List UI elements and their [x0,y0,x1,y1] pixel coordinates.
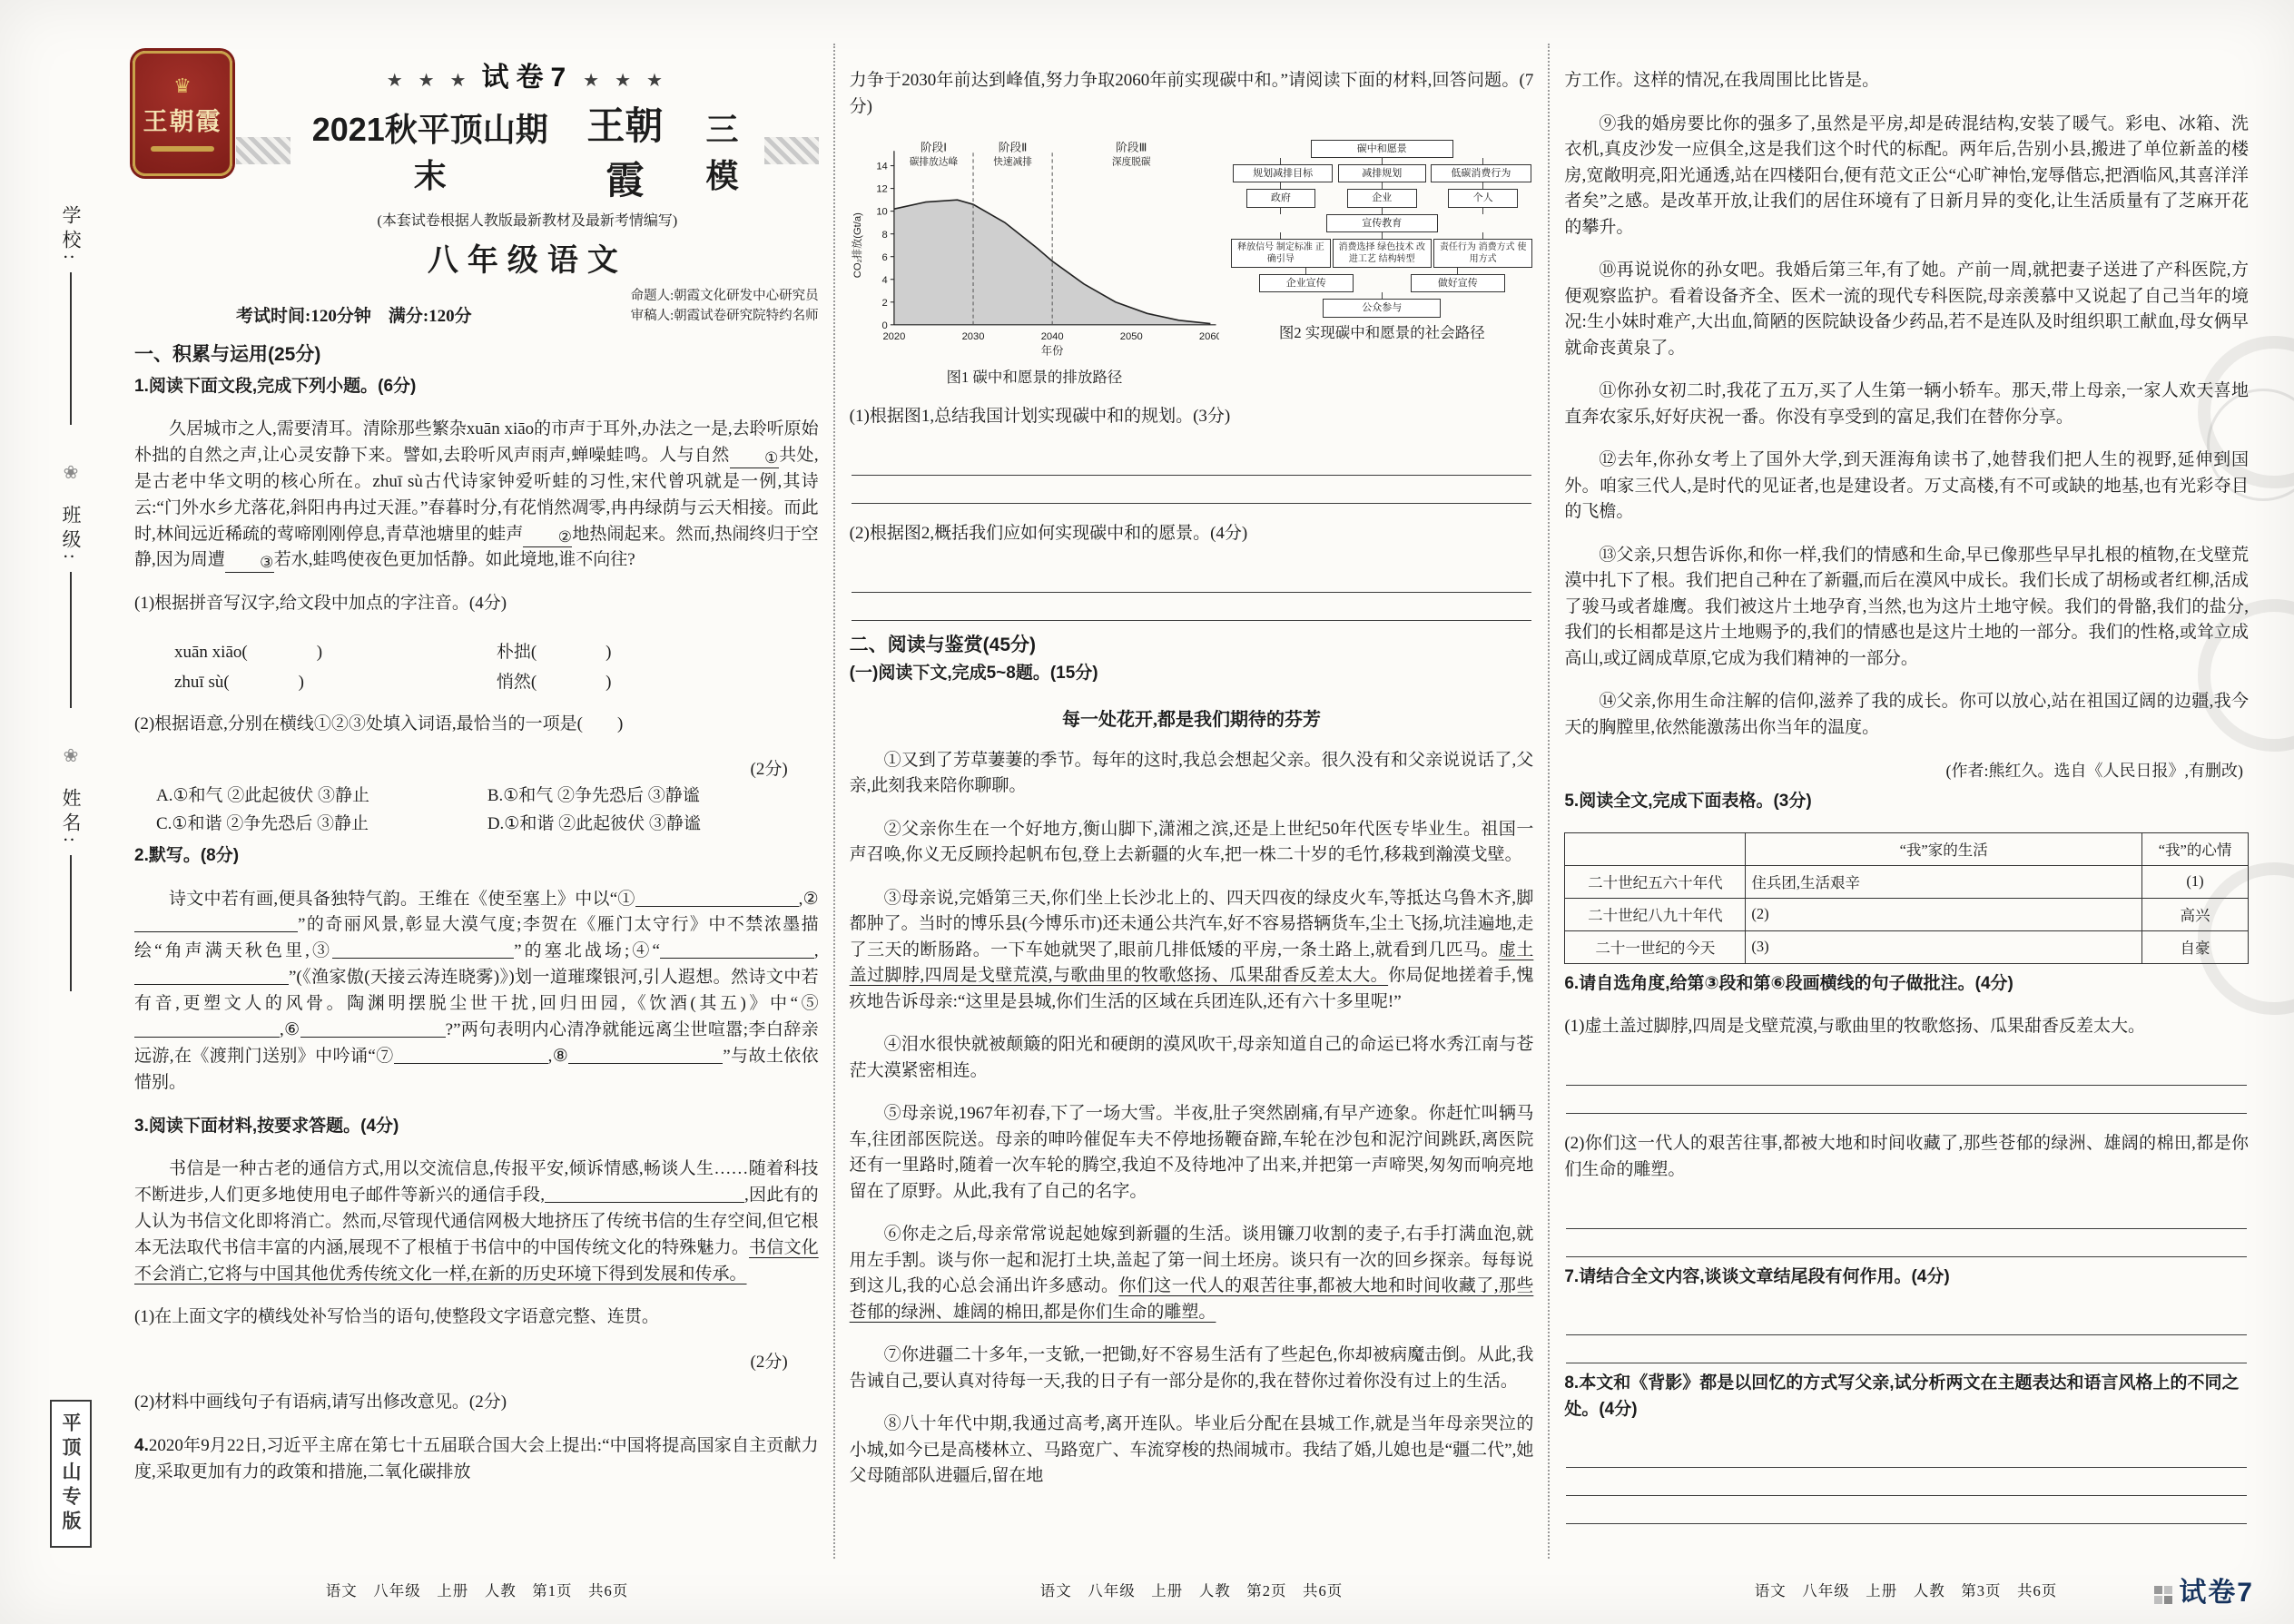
answer-line[interactable] [852,448,1532,476]
essay-paragraph: ⑦你进疆二十多年,一支锨,一把锄,好不容易生活有了些起色,你却被病魔击倒。从此,我告诫自己,要认真对待每一天,我的日子有一部分是你的,我在替你过着你没有过上的生活。 [849,1345,1534,1391]
score-note: (2分) [750,1353,788,1373]
answer-area [1566,1440,2247,1524]
essay-paragraph: ⑤母亲说,1967年初春,下了一场大雪。半夜,肚子突然剧痛,有早产迹象。你赶忙叫辆马车,往团部医院送。母亲的呻吟催促车夫不停地扬鞭奋蹄,车轮在沙包和泥泞间跳跃,离医院还有一里路时,随着一次车轮的腾空,我迫不及待地冲了出来,并把第一声啼哭,匆匆而响亮地留在了原野。从此,我有了自己的名字。 [849,1104,1534,1201]
school-field[interactable] [57,205,84,425]
svg-text:2040: 2040 [1040,330,1064,342]
answer-line[interactable] [1566,1201,2247,1229]
table-cell: 住兵团,生活艰辛 [1746,865,2142,898]
pinyin-item[interactable]: xuān xiāo( ) [174,643,323,663]
essay-paragraph: ②父亲你生在一个好地方,衡山脚下,潇湘之滨,还是上世纪50年代医专毕业生。祖国一声召唤,你义无反顾拎起帆布包,登上去新疆的火车,把一株二十岁的毛竹,移栽到瀚漠戈壁。 [849,819,1534,864]
essay-paragraph: ⑬父亲,只想告诉你,和你一样,我们的情感和生命,早已像那些早早扎根的植物,在戈壁荒漠中扎下了根。我们把自己种在了新疆,而后在漠风中成长。我们长成了胡杨或者红柳,活成了骏马或者雄鹰。我们被这片土地孕育,当然,也为这片土地守候。我们的骨骼,我们的盐分,我们的长相都是这片土地赐予的,我们的情感也是这片土地的一部分。我们的性格,或耸立成高山,或辽阔成草原,它成为我们精神的一部分。 [1564,545,2250,668]
svg-text:2060: 2060 [1198,330,1220,342]
fill-blank[interactable] [300,1019,446,1038]
brand-script: 王朝霞 [586,103,664,202]
table-row [1565,865,2249,898]
paper-header [134,44,819,330]
page-columns [120,44,2263,1559]
fc-actor: 个人 [1448,189,1518,207]
question-4-1-label: (1)根据图1,总结我国计划实现碳中和的规划。(3分) [849,407,1231,427]
school-write-line[interactable] [70,272,71,425]
class-write-line[interactable] [70,572,71,708]
choice-option[interactable]: A.①和气 ②此起彼伏 ③静止 [156,786,370,805]
svg-text:8: 8 [881,229,888,241]
question-6-2-text: (2)你们这一代人的艰苦往事,都被大地和时间收藏了,那些苍郁的绿洲、雄阔的棉田,都是你们生命的雕塑。 [1564,1133,2250,1179]
choice-option[interactable]: C.①和谐 ②争先恐后 ③静止 [156,814,369,833]
fill-blank[interactable]: ② [523,528,572,547]
answer-area [1566,1058,2247,1114]
fill-blank[interactable] [660,940,814,959]
fc-plan: 规划减排目标 [1233,164,1333,182]
question-4-continuation: 力争于2030年前达到峰值,努力争取2060年前实现碳中和。”请阅读下面的材料,回答问题。(7分) [849,71,1534,116]
paper-number-line [236,54,819,94]
fill-blank[interactable] [134,913,298,932]
edition-note: (本套试卷根据人教版最新教材及最新考情编写) [377,213,678,229]
question-5-label: 5.阅读全文,完成下面表格。(3分) [1564,792,1812,811]
fill-blank[interactable] [134,1019,280,1038]
wangzhaoxia-logo-badge: ♛ 王朝霞 [133,51,232,176]
question-2-label: 2.默写。(8分) [134,846,240,865]
essay-attribution: (作者:熊红久。选自《人民日报》,有删改) [1945,762,2244,780]
table-cell: 二十世纪八九十年代 [1565,898,1746,930]
essay-paragraph: ③母亲说,完婚第三天,你们坐上长沙北上的、四天四夜的绿皮火车,等抵达乌鲁木齐,脚都肿了。当时的博乐县(今博乐市)还未通公共汽车,好不容易搭辆货车,尘土飞扬,坑洼遍地,走了三天的断肠路。一下车她就哭了,眼前几排低矮的平房,一条土路上,就看到几匹马。虚土盖过脚脖,四周是戈壁荒漠,与歌曲里的牧歌悠扬、瓜果甜香反差太大。你局促地搓着手,愧疚地告诉母亲:“这里是县城,你们生活的区域在兵团连队,还有六十多里呢!” [849,888,1534,1011]
essay-paragraph: ⑭父亲,你用生命注解的信仰,滋养了我的成长。你可以放心,站在祖国辽阔的边疆,我今天的胸膛里,依然能激荡出你当年的温度。 [1564,692,2250,737]
svg-text:10: 10 [876,206,888,218]
choice-option[interactable]: B.①和气 ②争先恐后 ③静谧 [487,786,700,805]
column-1 [120,44,833,1559]
table-cell[interactable]: (2) [1746,898,2142,930]
subject-title: 八年级语文 [427,243,627,278]
pinyin-item[interactable]: zhuī sù( ) [174,673,305,693]
fill-blank[interactable]: ③ [225,554,274,573]
svg-text:2020: 2020 [882,330,906,342]
question-6-label: 6.请自选角度,给第③段和第⑥段画横线的句子做批注。(4分) [1564,973,2013,993]
table-header-cell: “我”家的生活 [1746,832,2142,865]
fc-education: 宣传教育 [1326,214,1439,232]
essay-paragraph-continuation: 方工作。这样的情况,在我周围比比皆是。 [1564,71,1880,90]
table-cell[interactable]: (1) [2142,865,2249,898]
paper-number: 试卷7 [481,63,574,93]
svg-text:14: 14 [876,161,888,172]
column-3 [1548,44,2263,1559]
table-header-cell [1565,832,1746,865]
pinyin-grid [134,635,819,694]
essay-title: 每一处花开,都是我们期待的芬芳 [1062,709,1321,730]
table-cell: 二十世纪五六十年代 [1565,865,1746,898]
essay-paragraph: ⑪你孙女初二时,我花了五万,买了人生第一辆小轿车。那天,带上母亲,一家人欢天喜地直奔农家乐,好好庆祝一番。你没有享受到的富足,我们在替你分享。 [1564,381,2250,427]
question-3-passage: 书信是一种古老的通信方式,用以交流信息,传报平安,倾诉情感,畅谈人生……随着科技不断进步,人们更多地使用电子邮件等新兴的通信手段, ,因此有的人认为书信文化即将消亡。然而,尽管现代通信网极大地挤压了传统书信的生存空间,但它根本无法取代书信丰富的内涵,展现不了根植于书信中的中国传统文化的特殊魅力。书信文化不会消亡,它将与中国其他优秀传统文化一样,在新的历史环境下得到发展和传承。 [134,1159,819,1284]
fc-detail: 责任行为 消费方式 使用方式 [1433,239,1533,268]
class-field-label: 班级: [60,505,82,565]
svg-text:阶段Ⅱ: 阶段Ⅱ [998,140,1028,154]
svg-text:年份: 年份 [1040,344,1064,358]
svg-text:阶段Ⅰ: 阶段Ⅰ [920,140,947,154]
answer-area [1566,1307,2247,1363]
table-cell[interactable]: (3) [1746,930,2142,963]
answer-line[interactable] [1566,1468,2247,1496]
flower-ornament-icon: ❀ [63,463,79,483]
fill-blank[interactable] [635,888,799,907]
answer-line[interactable] [1566,1496,2247,1524]
brand-footer [2154,1570,2254,1609]
halftone-decoration [236,137,290,164]
svg-text:12: 12 [876,183,888,195]
choice-option[interactable]: D.①和谐 ②此起彼伏 ③静谧 [487,814,701,833]
footer-page-3: 语文 八年级 上册 人教 第3页 共6页 [1754,1582,2058,1599]
exam-time: 考试时间:120分钟 满分:120分 [236,306,472,326]
fill-blank[interactable] [134,966,289,985]
score-note: (2分) [750,760,788,779]
pinyin-item[interactable]: 悄然( ) [496,673,612,693]
fc-bottom: 企业宣传 [1259,274,1354,292]
figure-2 [1230,138,1533,342]
social-path-flowchart [1230,138,1533,318]
svg-text:2: 2 [881,297,888,309]
svg-text:4: 4 [881,274,888,286]
section-2-subtitle: (一)阅读下文,完成5~8题。(15分) [849,664,1098,683]
essay-paragraph: ⑨我的婚房要比你的强多了,虽然是平房,却是砖混结构,安装了暖气。彩电、冰箱、洗衣机,真皮沙发一应俱全,这是我们这个时代的标配。两年后,告别小县,搬进了单位新盖的楼房,宽敞明亮,阳光通透,站在四楼阳台,便有范文正公“心旷神怡,宠辱偕忘,把酒临风,其喜洋洋者矣”之感。是改革开放,让我们的居住环境有了日新月异的变化,让生活质量有了芝麻开花的攀升。 [1564,113,2250,237]
svg-text:CO₂排放(Gt/a): CO₂排放(Gt/a) [852,212,863,278]
figure-1 [850,138,1220,388]
question-4-stem: 4.2020年9月22日,习近平主席在第七十五届联合国大会上提出:“中国将提高国家自主贡献力度,采取更加有力的政策和措施,二氧化碳排放 [134,1436,819,1481]
fc-actor: 企业 [1347,189,1417,207]
reviewer-line: 审稿人:朝霞试卷研究院特约名师 [630,308,819,323]
pixel-decoration-icon [2154,1586,2162,1594]
fc-actor: 政府 [1246,189,1316,207]
section-2-title: 二、阅读与鉴赏(45分) [849,635,1037,655]
page-footers [120,1579,2263,1600]
question-6-1-text: (1)虚土盖过脚脖,四周是戈壁荒漠,与歌曲里的牧歌悠扬、瓜果甜香反差太大。 [1564,1017,2145,1036]
answer-line[interactable] [852,593,1532,621]
question-5-table [1564,832,2249,964]
question-1-label: 1.阅读下面文段,完成下列小题。(6分) [134,376,417,396]
fill-blank[interactable] [394,1045,548,1064]
name-write-line[interactable] [70,855,71,991]
question-3-1-label: (1)在上面文字的横线处补写恰当的语句,使整段文字语意完整、连贯。 [134,1307,659,1327]
fill-blank[interactable] [332,940,514,959]
exam-meta [236,287,819,327]
essay-paragraph: ④泪水很快就被颠簸的阳光和硬朗的漠风吹干,母亲知道自己的命运已将水秀江南与苍茫大漠紧密相连。 [849,1035,1534,1080]
name-field[interactable] [57,788,84,991]
edition-box: 平顶山专版 [50,1400,92,1548]
fc-plan: 减排规划 [1338,164,1426,182]
fc-detail: 释放信号 制定标准 正确引导 [1231,239,1331,268]
underlined-sentence: 虚土盖过脚脖,四周是戈壁荒漠,与歌曲里的牧歌悠扬、瓜果甜香反差太大。 [849,940,1534,985]
essay-paragraph: ⑩再说说你的孙女吧。我婚后第三年,有了她。产前一周,就把妻子送进了产科医院,方便观察监护。看着设备齐全、医术一流的现代专科医院,母亲羡慕中又说起了自己当年的境况:生小妹时难产,大出血,简陋的医院缺设备少药品,若不是连队及时组织职工献血,母女俩早就命丧黄泉了。 [1564,261,2250,358]
svg-text:6: 6 [881,251,888,263]
essay-paragraph: ⑥你走之后,母亲常常说起她嫁到新疆的生活。谈用镰刀收割的麦子,右手打满血泡,就用左手割。谈与你一起和泥打土块,盖起了第一间土坯房。谈只有一次的回乡探亲。每每说到这儿,我的心总会涌出许多感动。你们这一代人的艰苦往事,都被大地和时间收藏了,那些苍郁的绿洲、雄阔的棉田,都是你们生命的雕塑。 [849,1225,1534,1322]
answer-line[interactable] [1566,1440,2247,1468]
question-3-label: 3.阅读下面材料,按要求答题。(4分) [134,1116,399,1136]
class-field[interactable] [57,505,84,708]
footer-page-2: 语文 八年级 上册 人教 第2页 共6页 [1039,1582,1344,1599]
stars-right: ★ ★ ★ [583,71,668,91]
figure-2-caption: 图2 实现碳中和愿景的社会路径 [1278,323,1485,341]
choice-options [134,780,819,836]
underlined-sentence: 你们这一代人的艰苦往事,都被大地和时间收藏了,那些苍郁的绿洲、雄阔的棉田,都是你们生命的雕塑。 [849,1276,1534,1322]
emissions-chart [850,138,1220,363]
essay-paragraph: ①又到了芳草萋萋的季节。每年的这时,我总会想起父亲。很久没有和父亲说说话了,父亲,此刻我来陪你聊聊。 [849,750,1534,795]
flower-ornament-icon: ❀ [63,746,79,766]
name-field-label: 姓名: [60,788,82,848]
answer-line[interactable] [1566,1335,2247,1363]
stars-left: ★ ★ ★ [386,71,472,91]
svg-text:阶段Ⅲ: 阶段Ⅲ [1115,140,1147,154]
question-8-label: 8.本文和《背影》都是以回忆的方式写父亲,试分析两文在主题表达和语言风格上的不同之处。(4分) [1564,1373,2240,1419]
paper-authors [631,287,819,327]
svg-text:0: 0 [881,320,888,331]
question-1-2-label: (2)根据语意,分别在横线①②③处填入词语,最恰当的一项是( ) [134,714,624,734]
essay-paragraph: ⑧八十年代中期,我通过高考,离开连队。毕业后分配在县城工作,就是当年母亲哭泣的小城,如今已是高楼林立、马路宽广、车流穿梭的热闹城市。我结了婚,儿媳也是“疆二代”,她父母随部队进疆后,留在地 [849,1414,1534,1485]
question-3-2-label: (2)材料中画线句子有语病,请写出修改意见。(2分) [134,1393,507,1412]
question-4-number: 4. [134,1436,149,1456]
fc-bottom: 做好宣传 [1411,274,1505,292]
question-7-label: 7.请结合全文内容,谈谈文章结尾段有何作用。(4分) [1564,1266,1950,1286]
table-row [1565,898,2249,930]
answer-area [852,448,1532,504]
question-1-1-label: (1)根据拼音写汉字,给文段中加点的字注音。(4分) [134,594,507,614]
fc-detail: 消费选择 绿色技术 改进工艺 结构转型 [1333,239,1433,268]
halftone-decoration [764,137,819,164]
question-1-passage: 久居城市之人,需要清耳。清除那些繁杂xuān xiāo的市声于耳外,办法之一是,去聆听原始朴拙的自然之声,让心灵安静下来。譬如,去聆听风声雨声,蝉噪蛙鸣。人与自然 ①共处,是古老中华文明的核心所在。zhuī sù古代诗家钟爱听蛙的习性,宋代曾巩就是一例,其诗云:“门外水乡尤落花,斜阳冉冉过天涯。”春暮时分,有花悄然凋零,冉冉绿荫与云天相接。而此时,林间远近稀疏的莺啼刚刚停息,青草池塘里的蛙声 ②地热闹起来。然而,热闹终归于空静,因为周遭 ③若水,蛙鸣使夜色更加恬静。如此境地,谁不向往? [134,419,819,572]
column-2 [833,44,1549,1559]
answer-line[interactable] [1566,1229,2247,1257]
underlined-sentence: 书信文化不会消亡,它将与中国其他优秀传统文化一样,在新的历史环境下得到发展和传承。 [134,1237,819,1284]
table-header-cell: “我”的心情 [2142,832,2249,865]
exam-title: 2021秋平顶山期末 王朝霞 三模 [236,96,819,205]
svg-text:2050: 2050 [1119,330,1143,342]
svg-text:快速减排: 快速减排 [992,156,1032,168]
badge-ribbon [151,146,215,152]
answer-line[interactable] [852,565,1532,593]
fc-plan: 低碳消费行为 [1431,164,1531,182]
fc-public: 公众参与 [1323,299,1441,317]
question-2-passage: 诗文中若有画,便具备独特气韵。王维在《使至塞上》中以“① ,②”的奇丽风景,彰显大漠气度;李贺在《雁门太守行》中不禁浓墨描绘“角声满天秋色里,③ ”的塞北战场;④“ ,”(《渔家傲(天接云涛连晓雾)》)划一道璀璨银河,引人遐想。然诗文中若有音,更塑文人的风骨。陶渊明摆脱尘世干扰,回归田园,《饮酒(其五)》中“⑤,⑥ ?”两句表明内心清净就能远离尘世喧嚣;李白辞亲远游,在《渡荆门送别》中吟诵“⑦ ,⑧ ”与故土依依惜别。 [134,889,819,1092]
table-cell: 高兴 [2142,898,2249,930]
section-1-title: 一、积累与运用(25分) [134,343,321,365]
answer-line[interactable] [1566,1086,2247,1114]
footer-page-1: 语文 八年级 上册 人教 第1页 共6页 [325,1582,629,1599]
svg-text:碳排放达峰: 碳排放达峰 [909,156,958,168]
crown-icon: ♛ [173,74,192,97]
pinyin-item[interactable]: 朴拙( ) [496,643,612,663]
school-field-label: 学校: [60,205,82,265]
question-4-2-label: (2)根据图2,概括我们应如何实现碳中和的愿景。(4分) [849,524,1248,544]
fc-vision: 碳中和愿景 [1311,140,1453,158]
essay-paragraph: ⑫去年,你孙女考上了国外大学,到天涯海角读书了,她替我们把人生的视野,延伸到国外。咱家三代人,是时代的见证者,也是建设者。万丈高楼,有不可或缺的地基,也有光彩夺目的飞檐。 [1564,450,2250,521]
answer-area [852,565,1532,621]
table-cell: 二十一世纪的今天 [1565,930,1746,963]
fill-blank[interactable]: ① [730,449,779,468]
answer-area [1566,1201,2247,1257]
fill-blank[interactable] [568,1045,723,1064]
answer-line[interactable] [1566,1307,2247,1335]
table-cell: 自豪 [2142,930,2249,963]
table-header-row [1565,832,2249,865]
svg-text:深度脱碳: 深度脱碳 [1111,156,1151,168]
binding-margin [31,0,111,1624]
answer-line[interactable] [852,476,1532,504]
brand-paper-number: 试卷7 [2179,1578,2254,1608]
fill-blank[interactable] [545,1184,744,1203]
table-row [1565,930,2249,963]
svg-text:2030: 2030 [961,330,985,342]
proposer-line: 命题人:朝霞文化研发中心研究员 [630,289,819,303]
figure-1-caption: 图1 碳中和愿景的排放路径 [946,369,1123,387]
question-4-figures [850,138,1534,388]
answer-line[interactable] [1566,1058,2247,1086]
